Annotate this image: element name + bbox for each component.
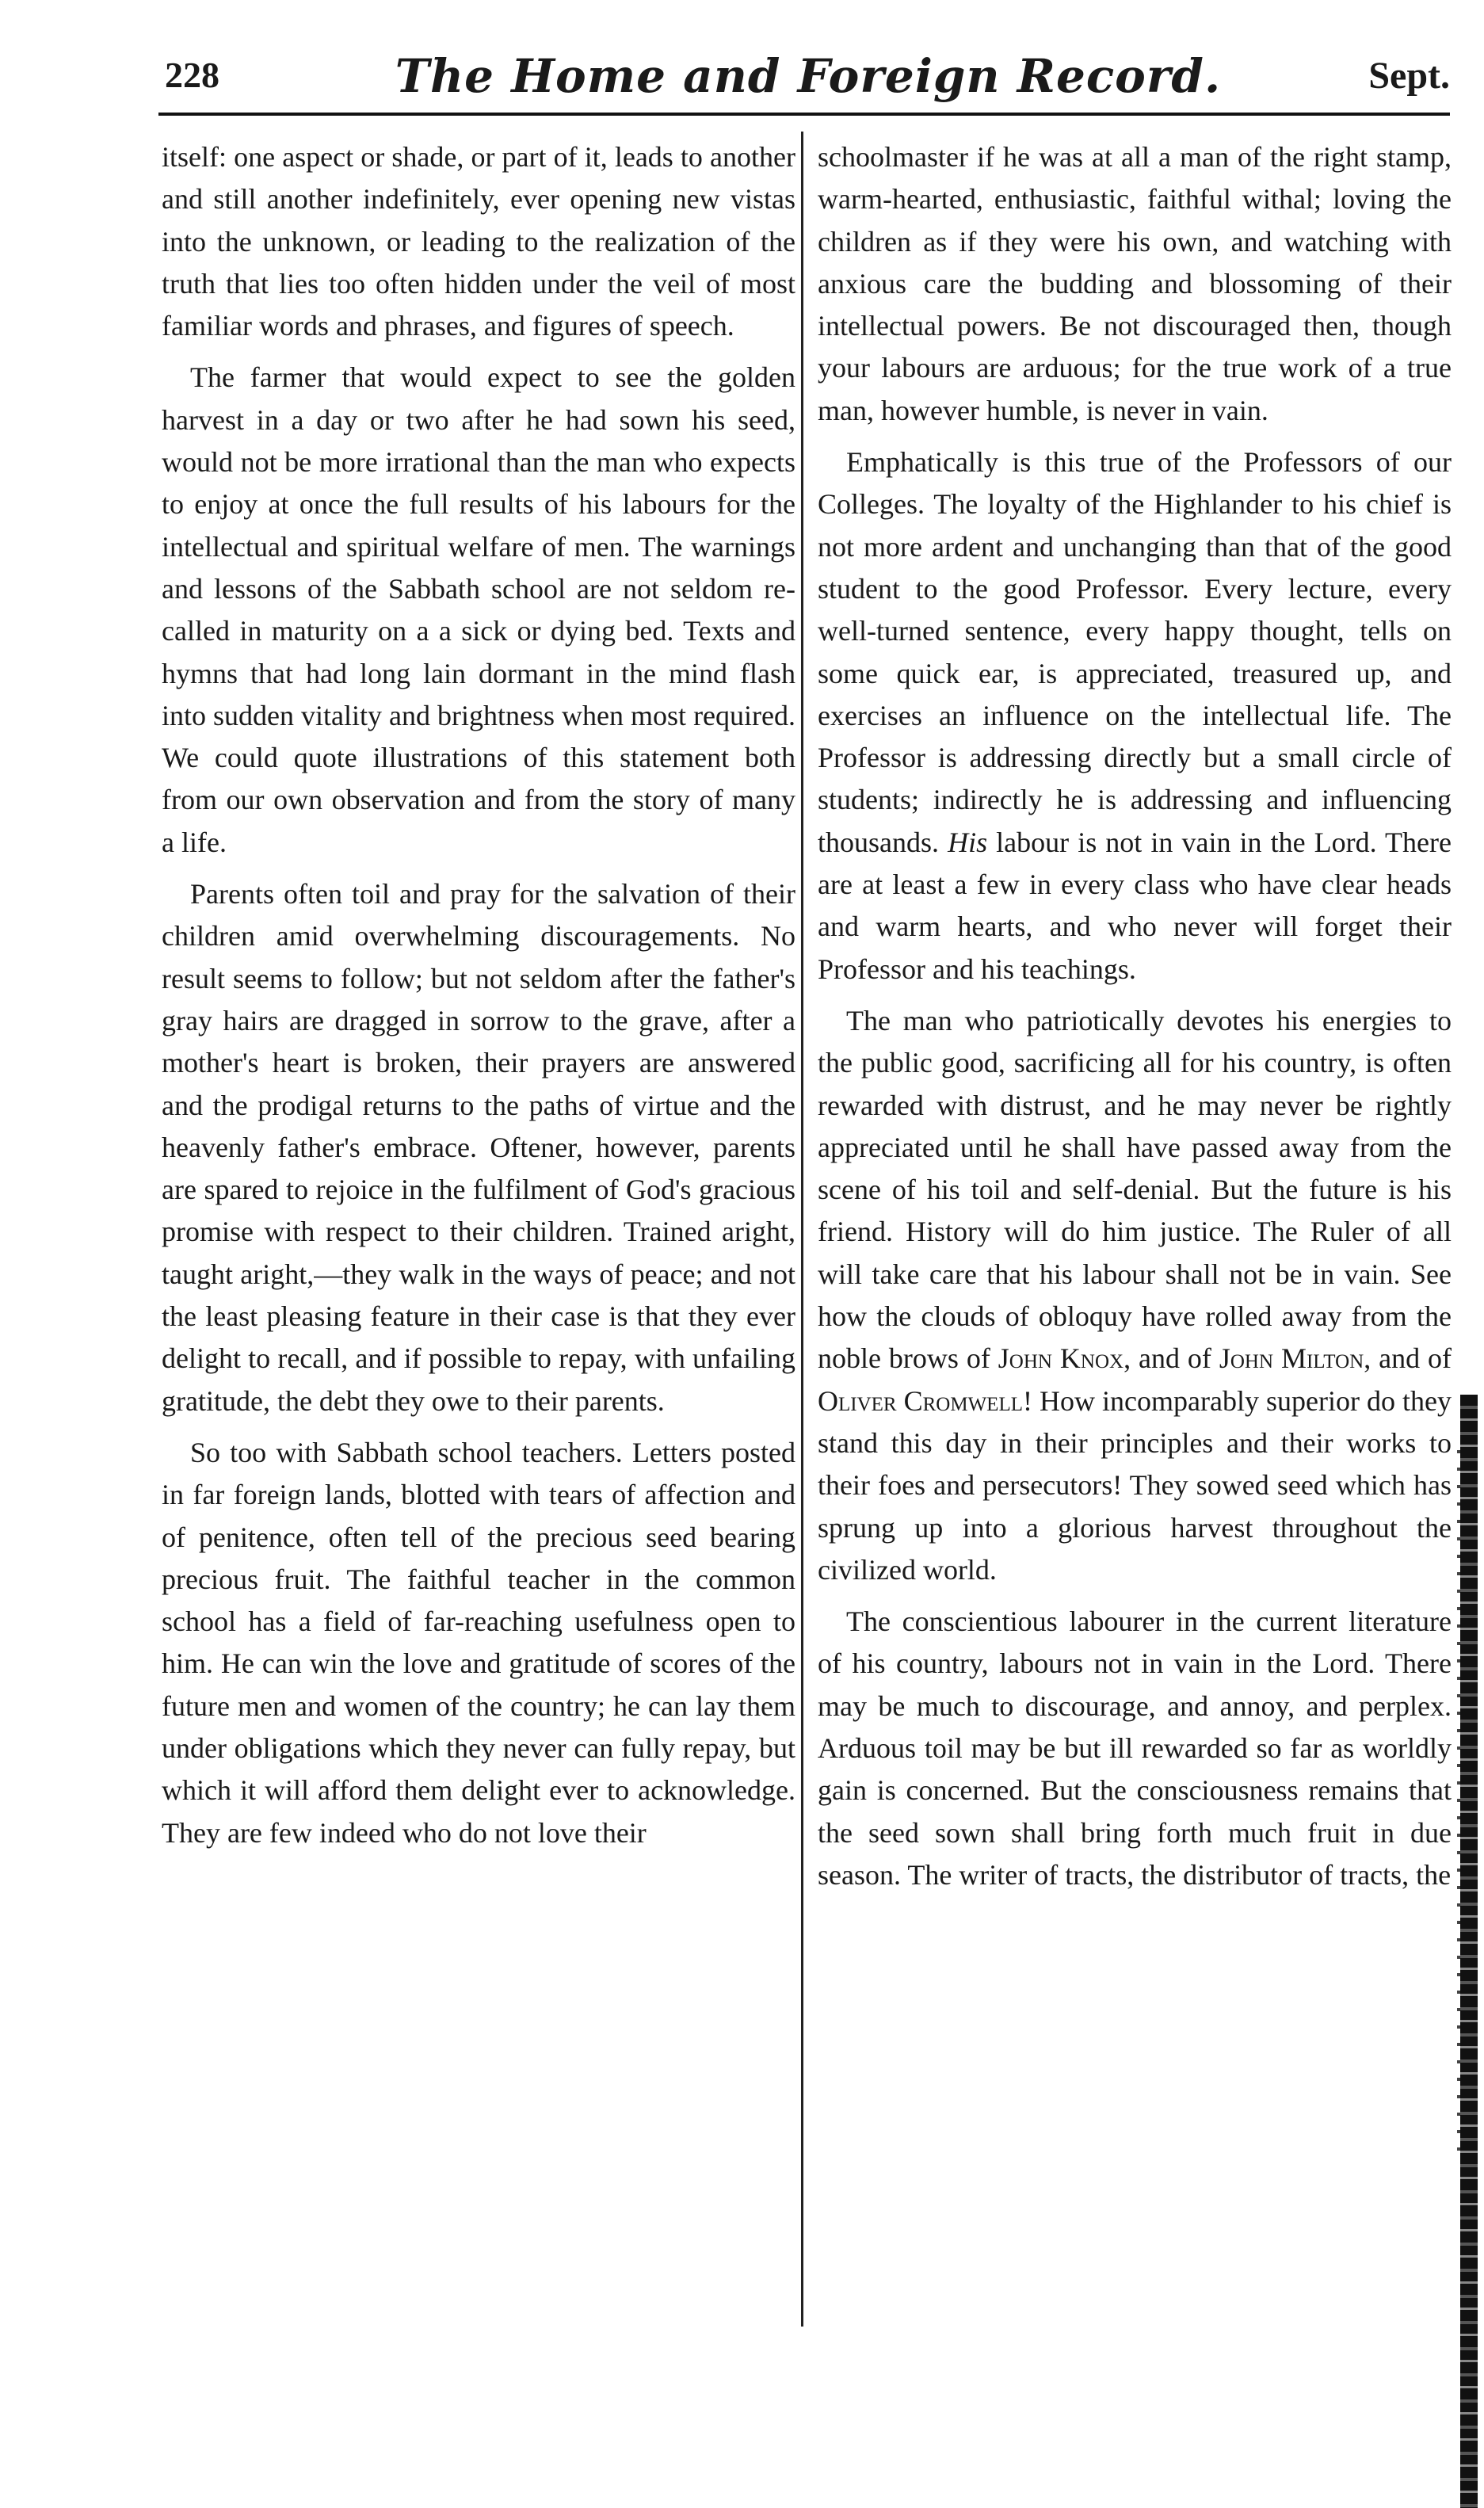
page-header xyxy=(158,46,1458,109)
paragraph xyxy=(818,441,1452,991)
paragraph xyxy=(818,1000,1452,1591)
person-name: John Knox xyxy=(998,1342,1124,1375)
text-run: Emphatically is this true of the Professors of our Colleges. The loyalty of the Highlander to his chief is not more ardent and unchanging than that of the good student to the good Professor. Every lecture, every well-turned sentence, every happy thought, tells on some quick ear, is appreciated, treasured up, and exercises an influence on the intellectual life. The Professor is addressing directly but a small circle of students; indirectly he is addressing and influencing thousands. xyxy=(818,446,1452,858)
column-divider xyxy=(801,132,803,2327)
text-run: , and of xyxy=(1364,1342,1452,1375)
text-run: ! How incomparably superior do they stand this day in their principles and their works to their foes and persecutors! They sowed seed which has sprung up into a glorious harvest throughout the civilized world. xyxy=(818,1384,1452,1586)
paragraph: The conscientious labourer in the current literature of his country, labours not in vain in the Lord. There may be much to discourage, and annoy, and perplex. Arduous toil may be but ill rewarded so far as worldly gain is concerned. But the consciousness remains that the seed sown shall bring forth much fruit in due season. The writer of tracts, the distributor of tracts, the xyxy=(818,1605,1452,1891)
paragraph: So too with Sabbath school teachers. Letters posted in far foreign lands, blotted with tears of affection and of penitence, often tell of the precious seed bearing precious fruit. The faithful teacher in the common school has a field of far-reaching usefulness open to him. He can win the love and gratitude of scores of the future men and women of the country; he can lay them under obligations which they never can fully repay, but which it will afford them delight ever to acknowledge. They are few indeed who do not love their xyxy=(162,1436,795,1849)
paragraph: schoolmaster if he was at all a man of the right stamp, warm-hearted, enthusiastic, faithful withal; loving the children as if they were his own, and watching with anxious care the budding and blossoming of their intellectual powers. Be not discouraged then, though your labours are arduous; for the true work of a true man, however humble, is never in vain. xyxy=(818,141,1452,426)
person-name: John Milton xyxy=(1219,1342,1364,1375)
paragraph: The farmer that would expect to see the golden harvest in a day or two after he had sown his seed, would not be more irrational than the man who expects to enjoy at once the full results of his labours for the intellectual and spiritual welfare of men. The warnings and lessons of the Sabbath school are not seldom re-called in maturity on a a sick or dying bed. Texts and hymns that had long lain dormant in the mind flash into sudden vitality and brightness when most required. We could quote illustrations of this statement both from our own observation and from the story of many a life. xyxy=(162,361,795,858)
running-title: The Home and Foreign Record. xyxy=(395,49,1222,103)
paragraph: Parents often toil and pray for the salvation of their children amid overwhelming discouragements. No result seems to follow; but not seldom after the father's gray hairs are dragged in sorrow to the grave, after a mother's heart is broken, their prayers are answered and the prodigal returns to the paths of virtue and the heavenly father's embrace. Oftener, however, parents are spared to rejoice in the fulfilment of God's gracious promise with respect to their children. Trained aright, taught aright,—they walk in the ways of peace; and not the least pleasing feature in their case is that they ever delight to recall, and if possible to repay, with unfailing gratitude, the debt they owe to their parents. xyxy=(162,878,795,1417)
text-run: , and of xyxy=(1123,1342,1211,1375)
page-edge-shadow xyxy=(1460,1395,1478,2508)
left-column xyxy=(162,136,795,1864)
issue-month: Sept. xyxy=(1368,55,1450,97)
text-run: The man who patriotically devotes his energies to the public good, sacrificing all for his country, is often rewarded with distrust, and he may never be rightly appreciated until he shall have passed away from the scene of his toil and self-denial. But the future is his friend. History will do him justice. The Ruler of all will take care that his labour shall not be in vain. See how the clouds of obloquy have rolled away from the noble brows of xyxy=(818,1004,1452,1375)
page-number: 228 xyxy=(165,55,219,95)
header-rule xyxy=(158,113,1450,116)
emphasis: His xyxy=(948,826,988,858)
right-column xyxy=(818,136,1452,1906)
paragraph: itself: one aspect or shade, or part of it, leads to another and still another indefinitely, ever opening new vistas into the unknown, or leading to the realization of the truth that lies too often hidden under the veil of most familiar words and phrases, and figures of speech. xyxy=(162,141,795,342)
person-name: Oliver Cromwell xyxy=(818,1384,1023,1417)
text-run: labour is not in vain in the Lord. There are at least a few in every class who have clear heads and warm hearts, and who never will forget their Professor and his teachings. xyxy=(818,826,1452,985)
